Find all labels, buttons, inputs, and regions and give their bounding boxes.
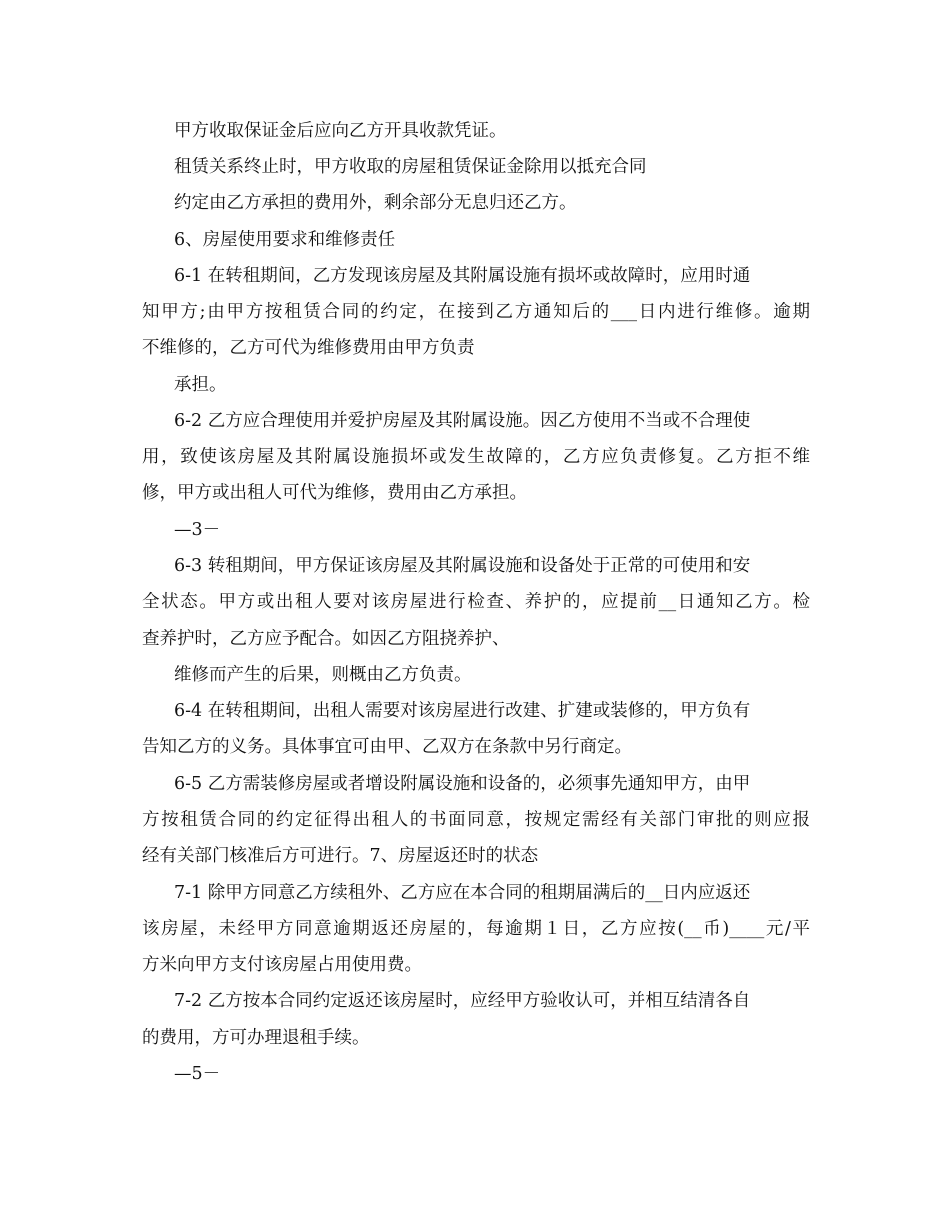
text-line: 知甲方;由甲方按租赁合同的约定，在接到乙方通知后的___日内进行维修。逾期 (142, 302, 810, 322)
text-line: 该房屋，未经甲方同意逾期返还房屋的，每逾期１日，乙方应按(__币)____元/平 (142, 919, 810, 939)
text-line: 修，甲方或出租人可代为维修，费用由乙方承担。 (142, 483, 527, 503)
text-line: 维修而产生的后果，则概由乙方负责。 (174, 665, 472, 685)
text-line: 6-1 在转租期间，乙方发现该房屋及其附属设施有损坏或故障时，应用时通 (174, 266, 751, 286)
text-line: 全状态。甲方或出租人要对该房屋进行检查、养护的，应提前__日通知乙方。检 (142, 592, 810, 612)
text-line: 租赁关系终止时，甲方收取的房屋租赁保证金除用以抵充合同 (174, 157, 647, 177)
page-number: —3－ (174, 520, 221, 540)
text-line: 甲方收取保证金后应向乙方开具收款凭证。 (174, 121, 507, 141)
text-line: 告知乙方的义务。具体事宜可由甲、乙双方在条款中另行商定。 (142, 737, 632, 757)
text-line: 查养护时，乙方应予配合。如因乙方阻挠养护、 (142, 629, 510, 649)
text-line: 的费用，方可办理退租手续。 (142, 1028, 370, 1048)
section-heading: 6、房屋使用要求和维修责任 (174, 230, 396, 250)
text-line: 不维修的，乙方可代为维修费用由甲方负责 (142, 338, 475, 358)
text-line: 6-2 乙方应合理使用并爱护房屋及其附属设施。因乙方使用不当或不合理使 (174, 411, 751, 431)
text-line: 方米向甲方支付该房屋占用使用费。 (142, 955, 422, 975)
text-line: 用，致使该房屋及其附属设施损坏或发生故障的，乙方应负责修复。乙方拒不维 (142, 447, 810, 467)
text-line: 6-3 转租期间，甲方保证该房屋及其附属设施和设备处于正常的可使用和安 (174, 556, 751, 576)
page-number: —5－ (174, 1064, 221, 1084)
text-line: 经有关部门核准后方可进行。7、房屋返还时的状态 (142, 846, 539, 866)
text-line: 约定由乙方承担的费用外，剩余部分无息归还乙方。 (174, 193, 577, 213)
text-line: 6-4 在转租期间，出租人需要对该房屋进行改建、扩建或装修的，甲方负有 (174, 701, 751, 721)
text-line: 承担。 (174, 375, 227, 395)
text-line: 7-2 乙方按本合同约定返还该房屋时，应经甲方验收认可，并相互结清各自 (174, 991, 751, 1011)
text-line: 方按租赁合同的约定征得出租人的书面同意，按规定需经有关部门审批的则应报 (142, 810, 810, 830)
text-line: 6-5 乙方需装修房屋或者增设附属设施和设备的，必须事先通知甲方，由甲 (174, 774, 751, 794)
text-line: 7-1 除甲方同意乙方续租外、乙方应在本合同的租期届满后的__日内应返还 (174, 883, 751, 903)
